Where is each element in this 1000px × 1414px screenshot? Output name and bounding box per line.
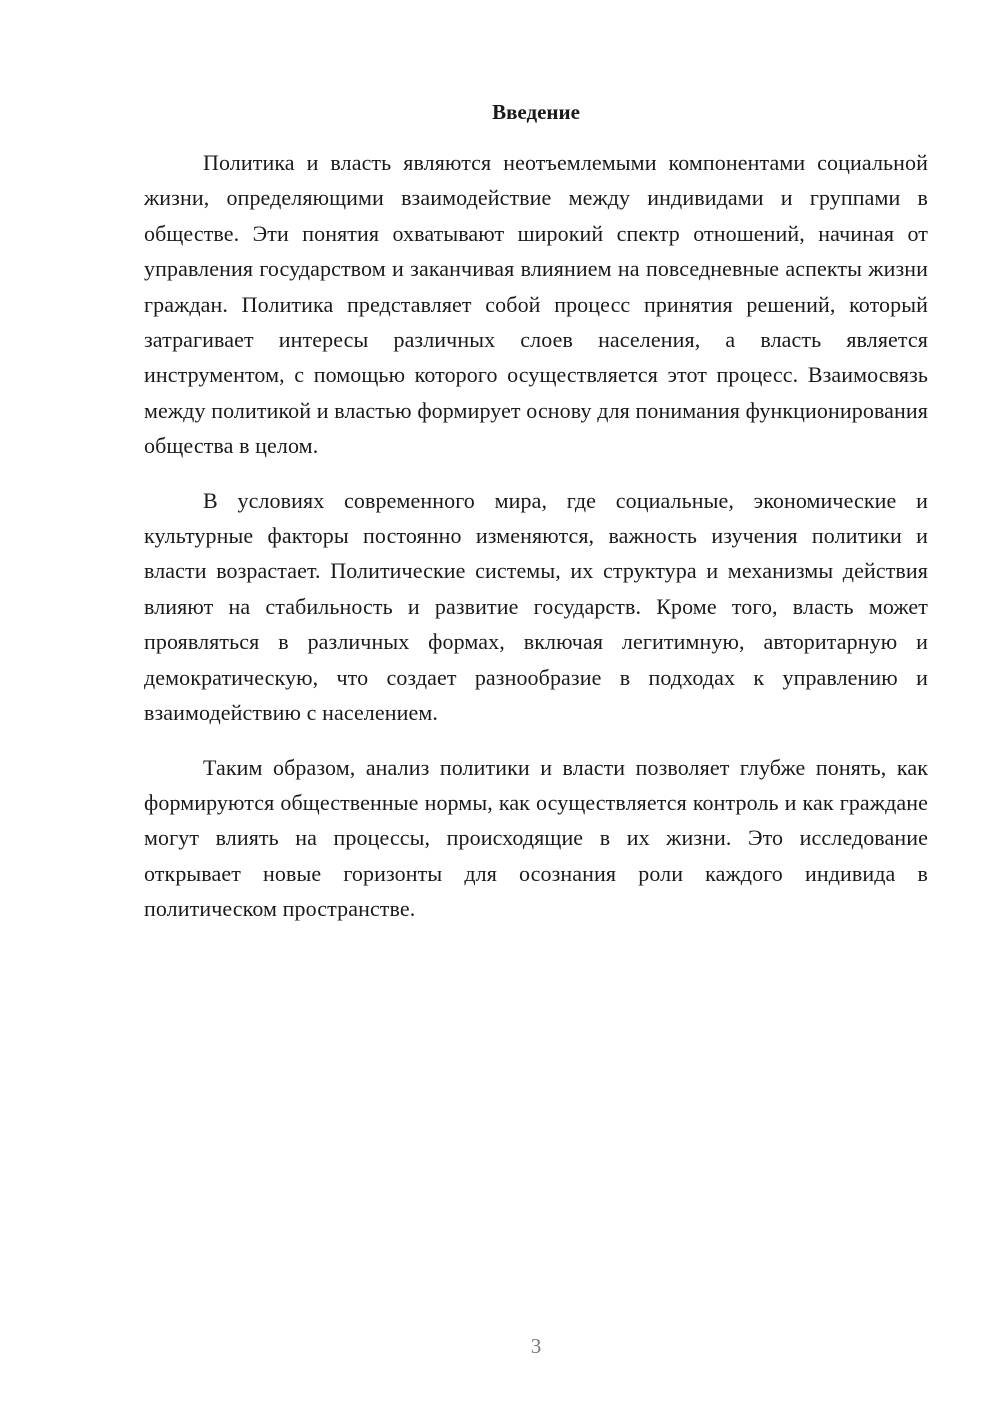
paragraph-3: Таким образом, анализ политики и власти позволяет глубже понять, как формируются общественные нормы, как осуществляется контроль и как граждане могут влиять на процессы, происходящие в их жизни. Это исследование открывает новые горизонты для осознания роли каждого индивида в политическом пространстве. <box>144 754 928 922</box>
page-heading: Введение <box>492 100 580 124</box>
paragraph-1: Политика и власть являются неотъемлемыми компонентами социальной жизни, определяющими взаимодействие между индивидами и группами в обществе. Эти понятия охватывают широкий спектр отношений, начиная от управления государством и заканчивая влиянием на повседневные аспекты жизни граждан. Политика представляет собой процесс принятия решений, который затрагивает интересы различных слоев населения, а власть является инструментом, с помощью которого осуществляется этот процесс. Взаимосвязь между политикой и властью формирует основу для понимания функционирования общества в целом. <box>144 150 928 459</box>
paragraph-2: В условиях современного мира, где социальные, экономические и культурные факторы постоянно изменяются, важность изучения политики и власти возрастает. Политические системы, их структура и механизмы действия влияют на стабильность и развитие государств. Кроме того, власть может проявляться в различных формах, включая легитимную, авторитарную и демократическую, что создает разнообразие в подходах к управлению и взаимодействию с населением. <box>144 487 928 726</box>
body-text <box>144 145 928 946</box>
page-number: 3 <box>530 1334 542 1358</box>
